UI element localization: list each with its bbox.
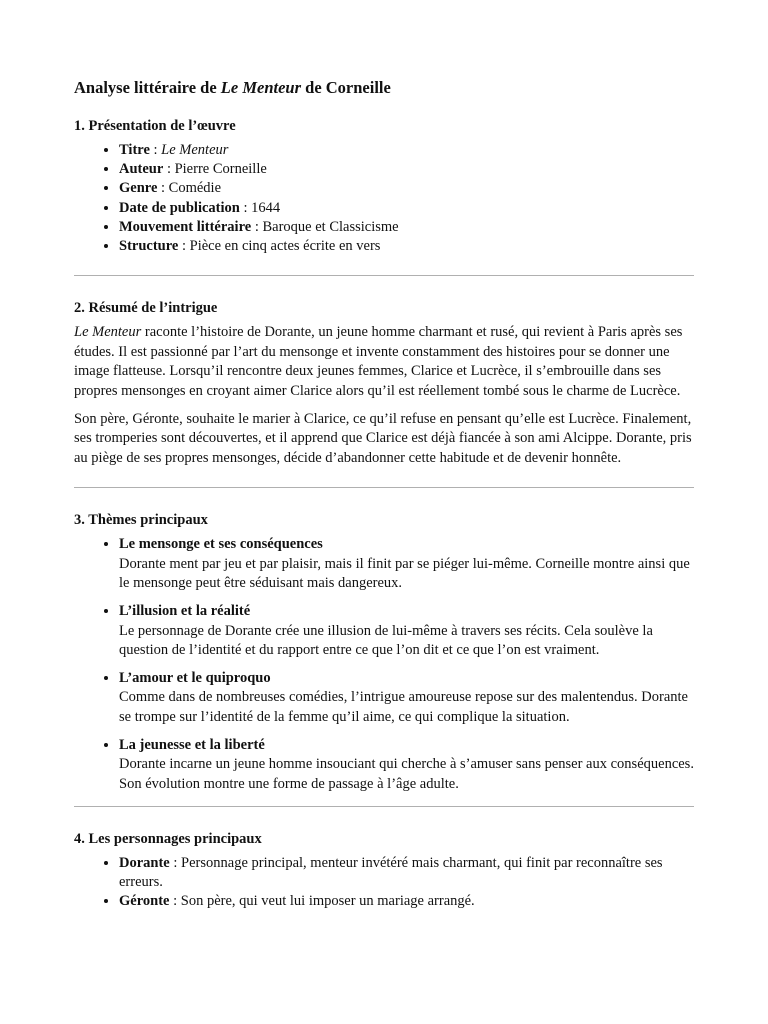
character-item [119,854,694,892]
item-value: Comédie [168,180,222,197]
theme-item [119,736,694,794]
theme-description: Comme dans de nombreuses comédies, l’intrigue amoureuse repose sur des malentendus. Dorante se trompe sur l’identité de la femme qu’il aime, ce qui complique la situation. [119,689,688,725]
presentation-list [74,141,694,256]
list-item [119,237,694,256]
character-description: Son père, qui veut lui imposer un mariage arrangé. [180,893,475,910]
theme-description: Dorante ment par jeu et par plaisir, mais il finit par se piéger lui-même. Corneille montre ainsi que le mensonge peut être séduisant mais dangereux. [119,555,690,591]
list-item [119,141,694,160]
work-title-inline: Le Menteur [74,324,142,341]
item-separator: : [157,180,169,197]
document-title [74,78,694,98]
section-heading: 4. Les personnages principaux [74,830,262,847]
item-value: Le Menteur [161,142,229,158]
item-value: Baroque et Classicisme [262,218,399,235]
theme-title: La jeunesse et la liberté [119,737,265,754]
theme-description: Dorante incarne un jeune homme insouciant qui cherche à s’amuser sans penser aux conséquences. Son évolution montre une forme de passage à l’âge adulte. [119,756,694,792]
item-label: Date de publication [119,199,240,216]
section-heading: 3. Thèmes principaux [74,512,208,529]
title-suffix: de Corneille [301,78,391,97]
item-label: Structure [119,238,179,255]
summary-paragraph-1 [74,323,694,401]
section-heading: 1. Présentation de l’œuvre [74,118,236,134]
section-presentation [74,117,694,256]
item-value: 1644 [251,199,281,216]
section-divider [74,487,694,488]
theme-title: L’amour et le quiproquo [119,670,271,687]
character-description: Personnage principal, menteur invétéré mais charmant, qui finit par reconnaître ses erreurs. [119,854,663,891]
theme-item [119,602,694,660]
item-separator: : [169,893,181,910]
item-separator: : [163,161,175,178]
section-themes [74,511,694,794]
list-item [119,218,694,237]
item-value: Pierre Corneille [174,161,267,178]
theme-title: Le mensonge et ses conséquences [119,536,323,553]
list-item [119,179,694,198]
theme-description: Le personnage de Dorante crée une illusion de lui-même à travers ses récits. Cela soulève la question de l’identité et du rapport entre ce que l’on dit et ce que l’on est vraiment. [119,622,653,658]
character-item [119,892,694,911]
characters-list [74,854,694,912]
item-separator: : [169,854,182,871]
item-separator: : [178,238,190,255]
section-divider [74,275,694,276]
item-separator: : [251,218,263,235]
item-label: Mouvement littéraire [119,218,252,235]
paragraph-text: raconte l’histoire de Dorante, un jeune homme charmant et rusé, qui revient à Paris après ses études. Il est passionné par l’art du mensonge et invente constamment des histoires pour se donner une image flatteuse. Lorsqu’il rencontre deux jeunes femmes, Clarice et Lucrèce, il s’embrouille dans ses propres mensonges en croyant aimer Clarice alors qu’il est réellement tombé sous le charme de Lucrèce. [74,324,683,399]
item-separator: : [149,142,162,158]
title-work: Le Menteur [220,78,302,97]
section-characters [74,830,694,912]
theme-title: L’illusion et la réalité [119,603,251,620]
section-heading: 2. Résumé de l’intrigue [74,300,218,317]
theme-item [119,535,694,593]
item-separator: : [239,199,252,216]
item-value: Pièce en cinq actes écrite en vers [189,238,381,255]
character-name: Géronte [119,893,170,910]
list-item [119,199,694,218]
section-divider [74,806,694,807]
item-label: Genre [119,180,158,197]
item-label: Auteur [119,161,164,178]
title-prefix: Analyse littéraire de [74,78,221,97]
theme-item [119,669,694,727]
character-name: Dorante [119,854,170,871]
section-summary [74,299,694,468]
list-item [119,160,694,179]
item-label: Titre [119,142,150,158]
summary-paragraph-2: Son père, Géronte, souhaite le marier à Clarice, ce qu’il refuse en pensant qu’elle est Lucrèce. Finalement, ses tromperies sont découvertes, et il apprend que Clarice est déjà fiancée à son ami Alcippe. Dorante, pris au piège de ses propres mensonges, décide d’abandonner cette habitude et de devenir honnête. [74,410,692,466]
themes-list [74,535,694,794]
